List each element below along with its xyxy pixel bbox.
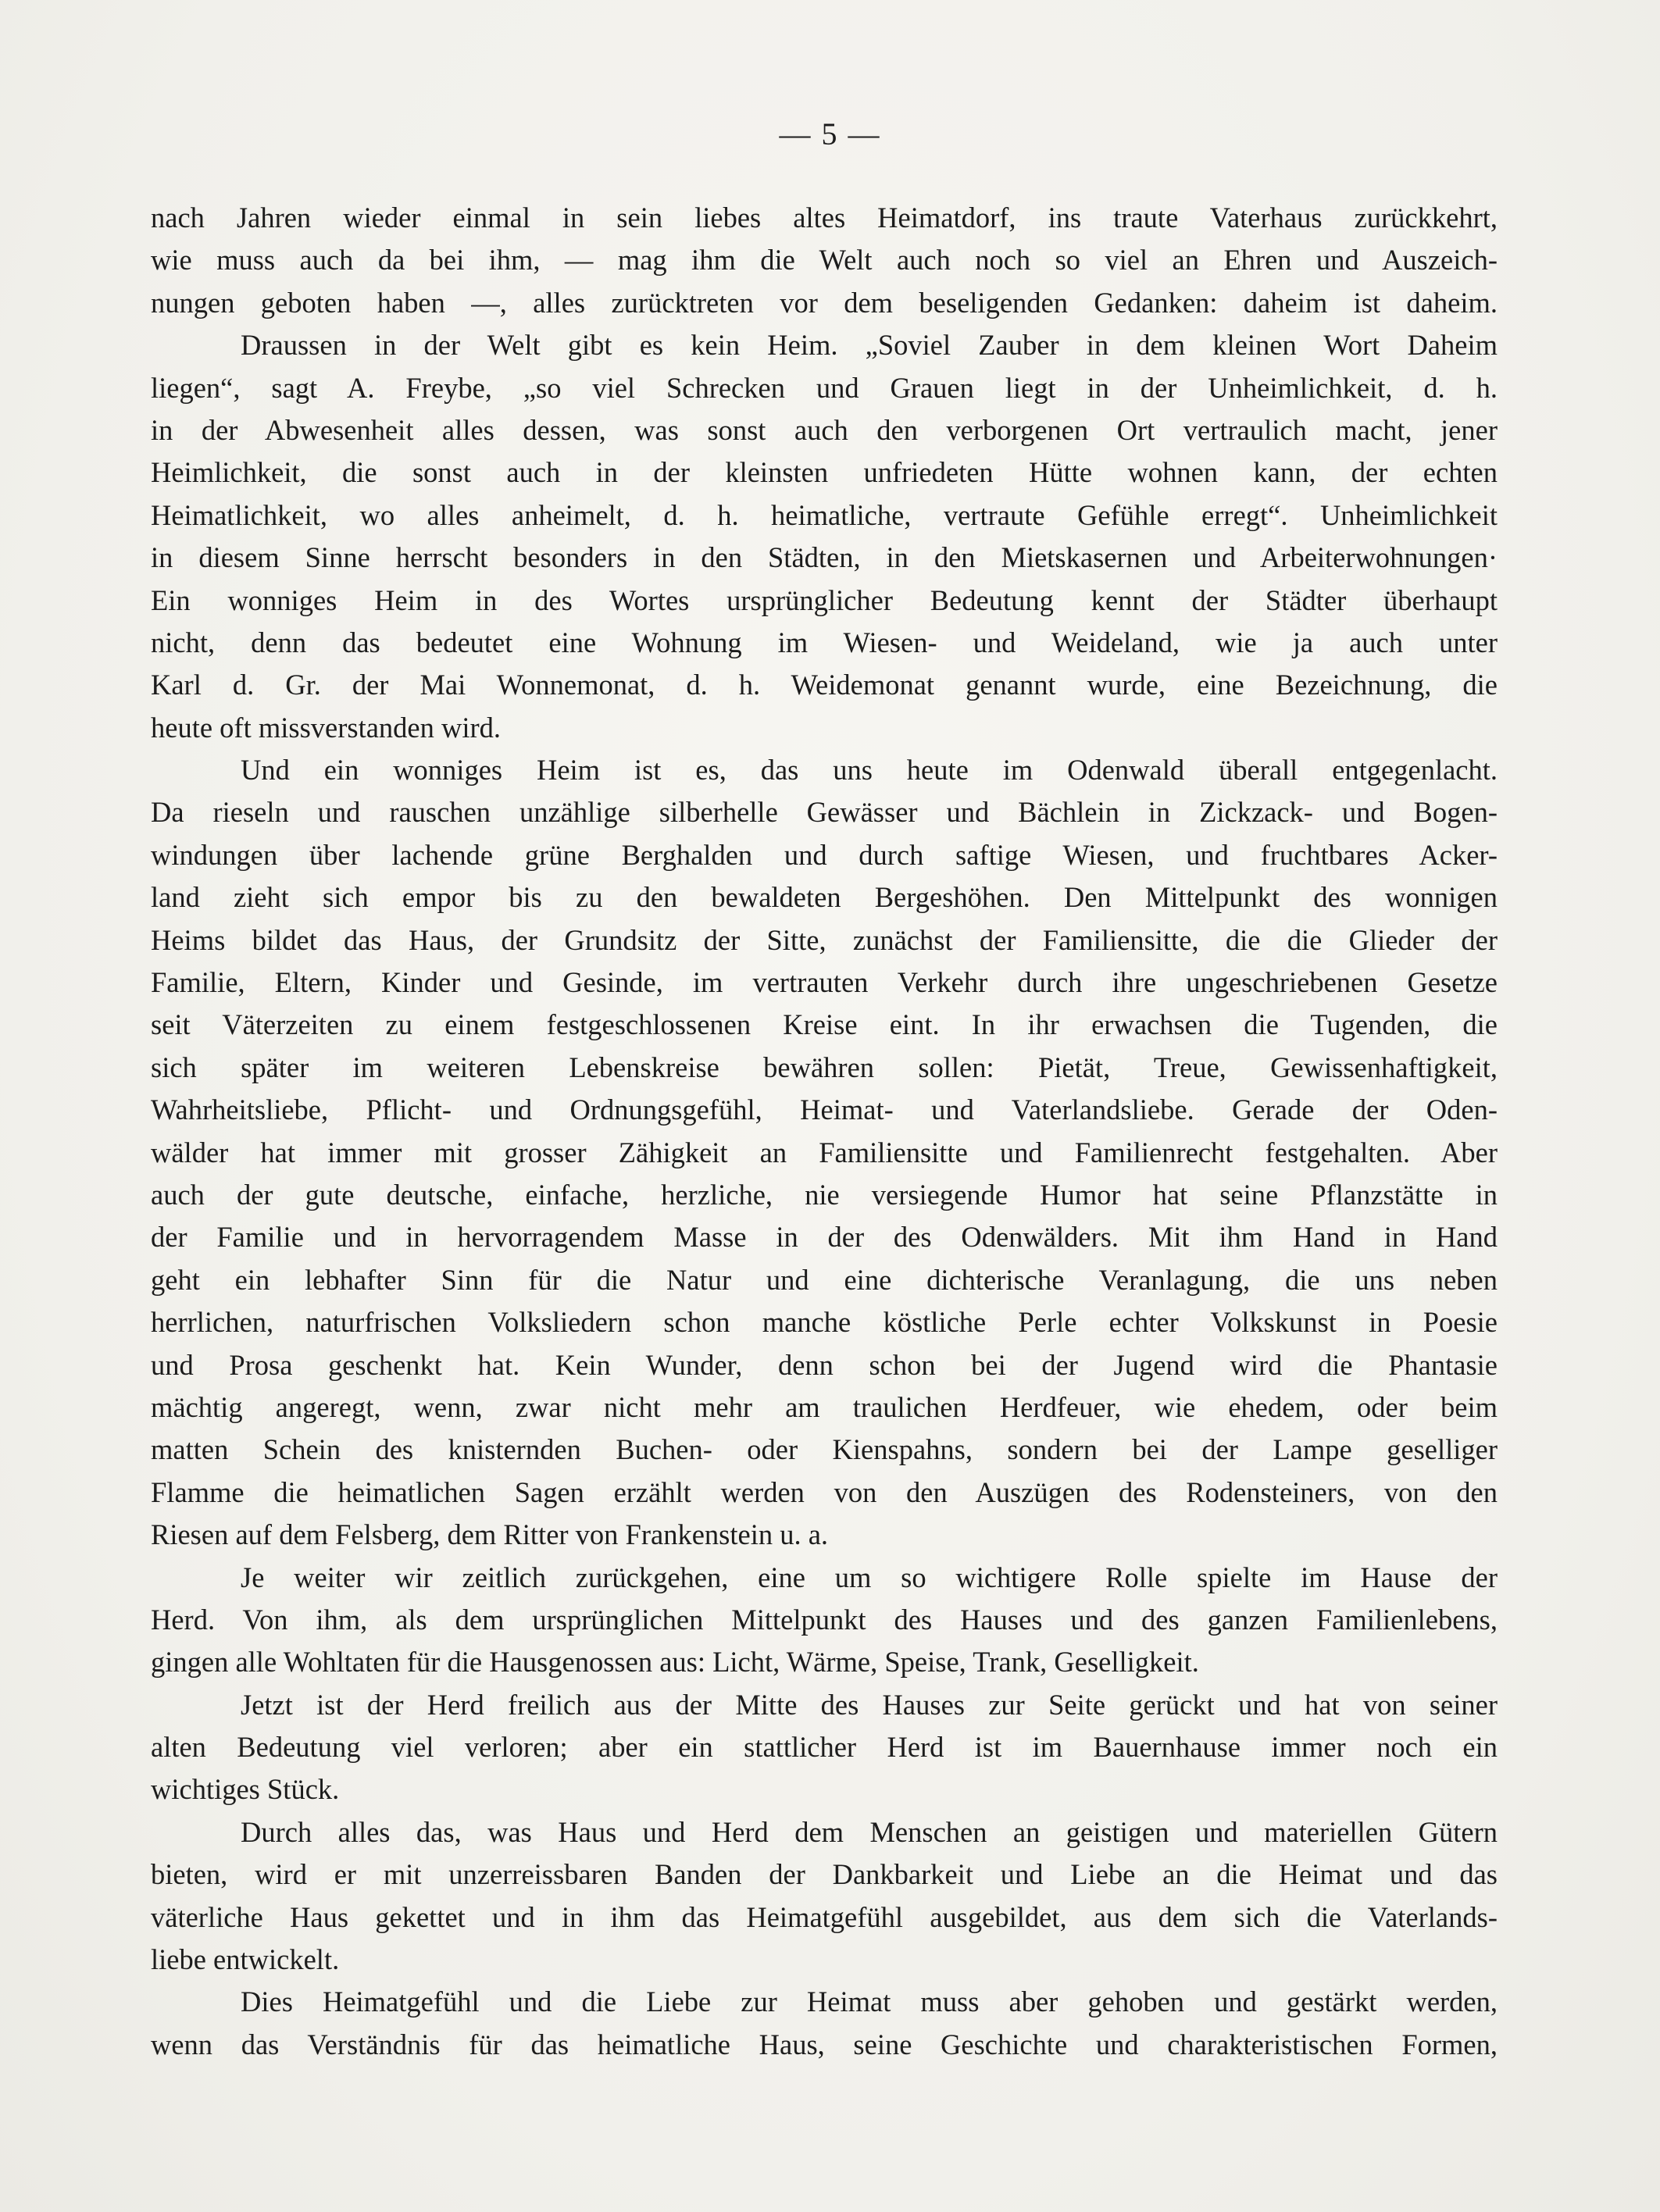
text-line: liegen“, sagt A. Freybe, „so viel Schrecken und Grauen liegt in der Unheimlichkeit, d. h.: [151, 371, 1498, 404]
text-line: Karl d. Gr. der Mai Wonnemonat, d. h. Weidemonat genannt wurde, eine Bezeichnung, die: [151, 669, 1498, 701]
text-line: in diesem Sinne herrscht besonders in den Städten, in den Mietskasernen und Arbeiterwohnungen·: [151, 541, 1498, 574]
page-number: — 5 —: [779, 116, 881, 152]
text-line: heute oft missverstanden wird.: [151, 711, 502, 744]
text-line: Draussen in der Welt gibt es kein Heim. „Soviel Zauber in dem kleinen Wort Daheim: [241, 329, 1498, 362]
text-line: nach Jahren wieder einmal in sein liebes altes Heimatdorf, ins traute Vaterhaus zurückkehrt,: [151, 202, 1498, 234]
text-line: und Prosa geschenkt hat. Kein Wunder, denn schon bei der Jugend wird die Phantasie: [151, 1348, 1498, 1381]
text-line: Heimatlichkeit, wo alles anheimelt, d. h. heimatliche, vertraute Gefühle erregt“. Unheimlichkeit: [151, 498, 1498, 531]
text-line: seit Väterzeiten zu einem festgeschlossenen Kreise eint. In ihr erwachsen die Tugenden, die: [151, 1008, 1498, 1041]
text-line: bieten, wird er mit unzerreissbaren Banden der Dankbarkeit und Liebe an die Heimat und das: [151, 1858, 1498, 1891]
text-line: sich später im weiteren Lebenskreise bewähren sollen: Pietät, Treue, Gewissenhaftigkeit,: [151, 1051, 1498, 1083]
text-line: väterliche Haus gekettet und in ihm das Heimatgefühl ausgebildet, aus dem sich die Vaterlands-: [151, 1900, 1498, 1933]
text-line: in der Abwesenheit alles dessen, was sonst auch den verborgenen Ort vertraulich macht, jener: [151, 413, 1498, 446]
text-line: land zieht sich empor bis zu den bewaldeten Bergeshöhen. Den Mittelpunkt des wonnigen: [151, 881, 1498, 914]
text-line: Heims bildet das Haus, der Grundsitz der Sitte, zunächst der Familiensitte, die die Glieder der: [151, 923, 1498, 956]
text-line: Jetzt ist der Herd freilich aus der Mitte des Hauses zur Seite gerückt und hat von seiner: [241, 1688, 1498, 1721]
text-line: nungen geboten haben —, alles zurücktreten vor dem beseligenden Gedanken: daheim ist daheim.: [151, 286, 1498, 319]
body-text: [151, 197, 1498, 2066]
text-line: geht ein lebhafter Sinn für die Natur und eine dichterische Veranlagung, die uns neben: [151, 1263, 1498, 1296]
text-line: Familie, Eltern, Kinder und Gesinde, im vertrauten Verkehr durch ihre ungeschriebenen Gesetze: [151, 966, 1498, 999]
text-line: Je weiter wir zeitlich zurückgehen, eine um so wichtigere Rolle spielte im Hause der: [241, 1561, 1498, 1593]
text-line: nicht, denn das bedeutet eine Wohnung im Wiesen- und Weideland, wie ja auch unter: [151, 626, 1498, 658]
text-line: liebe entwickelt.: [151, 1943, 340, 1976]
text-line: Und ein wonniges Heim ist es, das uns heute im Odenwald überall entgegenlacht.: [241, 754, 1498, 787]
text-line: auch der gute deutsche, einfache, herzliche, nie versiegende Humor hat seine Pflanzstätte in: [151, 1178, 1498, 1211]
text-line: Dies Heimatgefühl und die Liebe zur Heimat muss aber gehoben und gestärkt werden,: [241, 1985, 1498, 2018]
text-line: der Familie und in hervorragendem Masse in der des Odenwälders. Mit ihm Hand in Hand: [151, 1221, 1498, 1254]
text-line: gingen alle Wohltaten für die Hausgenossen aus: Licht, Wärme, Speise, Trank, Geselligkeit.: [151, 1646, 1199, 1679]
text-line: windungen über lachende grüne Berghalden und durch saftige Wiesen, und fruchtbares Acker-: [151, 838, 1498, 871]
text-line: Durch alles das, was Haus und Herd dem Menschen an geistigen und materiellen Gütern: [241, 1815, 1498, 1848]
text-line: matten Schein des knisternden Buchen- oder Kienspahns, sondern bei der Lampe geselliger: [151, 1433, 1498, 1466]
text-line: Da rieseln und rauschen unzählige silberhelle Gewässer und Bächlein in Zickzack- und Bogen-: [151, 796, 1498, 829]
text-line: Herd. Von ihm, als dem ursprünglichen Mittelpunkt des Hauses und des ganzen Familienlebens,: [151, 1603, 1498, 1636]
text-line: wichtiges Stück.: [151, 1773, 340, 1806]
text-line: alten Bedeutung viel verloren; aber ein stattlicher Herd ist im Bauernhause immer noch ein: [151, 1731, 1498, 1764]
text-line: Riesen auf dem Felsberg, dem Ritter von Frankenstein u. a.: [151, 1518, 829, 1551]
text-line: Heimlichkeit, die sonst auch in der kleinsten unfriedeten Hütte wohnen kann, der echten: [151, 456, 1498, 489]
text-line: Flamme die heimatlichen Sagen erzählt werden von den Auszügen des Rodensteiners, von den: [151, 1475, 1498, 1508]
text-line: wie muss auch da bei ihm, — mag ihm die Welt auch noch so viel an Ehren und Auszeich-: [151, 244, 1498, 276]
text-line: wälder hat immer mit grosser Zähigkeit an Familiensitte und Familienrecht festgehalten. Aber: [151, 1136, 1498, 1168]
text-line: mächtig angeregt, wenn, zwar nicht mehr am traulichen Herdfeuer, wie ehedem, oder beim: [151, 1390, 1498, 1423]
text-line: wenn das Verständnis für das heimatliche Haus, seine Geschichte und charakteristischen Formen,: [151, 2028, 1498, 2060]
text-line: herrlichen, naturfrischen Volksliedern schon manche köstliche Perle echter Volkskunst in Poesie: [151, 1306, 1498, 1339]
text-line: Wahrheitsliebe, Pflicht- und Ordnungsgefühl, Heimat- und Vaterlandsliebe. Gerade der Oden-: [151, 1094, 1498, 1126]
text-line: Ein wonniges Heim in des Wortes ursprünglicher Bedeutung kennt der Städter überhaupt: [151, 583, 1498, 616]
